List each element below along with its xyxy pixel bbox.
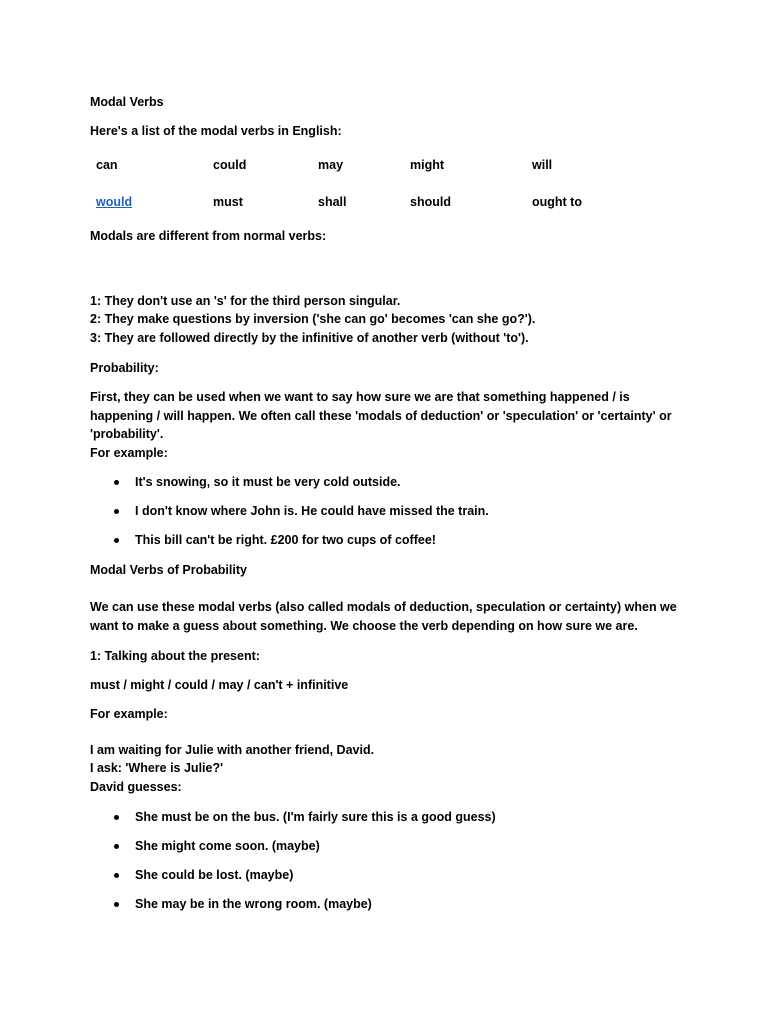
rule-item: 1: They don't use an 's' for the third person singular. xyxy=(90,294,401,308)
bullet-icon xyxy=(114,844,119,849)
document-title: Modal Verbs xyxy=(90,95,164,109)
present-formula: must / might / could / may / can't + infinitive xyxy=(90,678,349,692)
modal-verb: ought to xyxy=(532,195,582,209)
modal-verb: will xyxy=(532,158,553,172)
modal-verb: should xyxy=(410,195,451,209)
guess-text: She may be in the wrong room. (maybe) xyxy=(135,897,372,911)
rule-item: 2: They make questions by inversion ('she can go' becomes 'can she go?'). xyxy=(90,312,536,326)
dialogue-line: I ask: 'Where is Julie?' xyxy=(90,761,224,775)
section-paragraph: We can use these modal verbs (also called modals of deduction, speculation or certainty) when we want to make a guess about something. We choose the verb depending on how sure we are. xyxy=(90,600,677,633)
bullet-icon xyxy=(114,538,119,543)
modal-verb: may xyxy=(318,158,344,172)
dialogue-line: I am waiting for Julie with another friend, David. xyxy=(90,743,375,757)
for-example-label: For example: xyxy=(90,446,168,460)
guess-text: She might come soon. (maybe) xyxy=(135,839,320,853)
bullet-icon xyxy=(114,509,119,514)
modal-verb: can xyxy=(96,158,118,172)
probability-paragraph: First, they can be used when we want to say how sure we are that something happened / is happening / will happen. We often call these 'modals of deduction' or 'speculation' or 'certainty' or 'probability'. xyxy=(90,390,672,441)
bullet-icon xyxy=(114,815,119,820)
example-text: This bill can't be right. £200 for two cups of coffee! xyxy=(135,533,436,547)
guess-text: She could be lost. (maybe) xyxy=(135,868,294,882)
example-text: It's snowing, so it must be very cold outside. xyxy=(135,475,401,489)
modal-verb: shall xyxy=(318,195,347,209)
modal-verbs-row-2 xyxy=(90,193,690,213)
present-heading: 1: Talking about the present: xyxy=(90,649,260,663)
modal-verb: might xyxy=(410,158,445,172)
modal-verb: could xyxy=(213,158,247,172)
example-text: I don't know where John is. He could have missed the train. xyxy=(135,504,489,518)
modal-verb-link[interactable]: would xyxy=(96,195,133,209)
bullet-icon xyxy=(114,902,119,907)
probability-heading: Probability: xyxy=(90,361,159,375)
rule-item: 3: They are followed directly by the infinitive of another verb (without 'to'). xyxy=(90,331,529,345)
bullet-icon xyxy=(114,873,119,878)
modal-verb: must xyxy=(213,195,243,209)
for-example-label: For example: xyxy=(90,707,168,721)
section-heading: Modal Verbs of Probability xyxy=(90,563,247,577)
differences-heading: Modals are different from normal verbs: xyxy=(90,229,327,243)
bullet-icon xyxy=(114,480,119,485)
intro-text: Here's a list of the modal verbs in English: xyxy=(90,124,342,138)
modal-verbs-row-1 xyxy=(90,156,690,176)
dialogue-line: David guesses: xyxy=(90,780,182,794)
guess-text: She must be on the bus. (I'm fairly sure this is a good guess) xyxy=(135,810,496,824)
